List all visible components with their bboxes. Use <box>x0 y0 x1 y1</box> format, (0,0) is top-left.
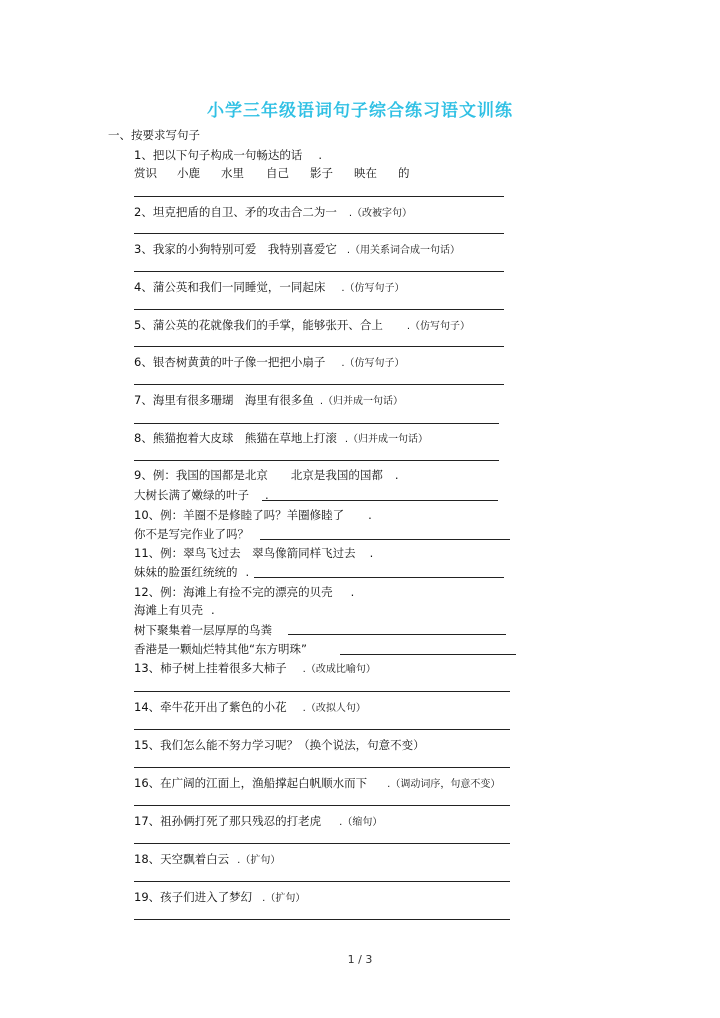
question-9 <box>134 468 398 482</box>
question-8-text: 8、熊猫抱着大皮球 熊猫在草地上打滚 <box>134 431 337 445</box>
question-11-text: 11、例：翠鸟飞过去 翠鸟像箭同样飞过去 <box>134 546 356 560</box>
question-7-text: 7、海里有很多珊瑚 海里有很多鱼 <box>134 393 314 407</box>
question-16 <box>134 776 500 792</box>
question-8 <box>134 431 428 447</box>
question-11-sub-text: 妹妹的脸蛋红统统的 <box>134 565 238 579</box>
question-13-note: .（改成比喻句） <box>302 664 376 675</box>
question-7 <box>134 393 403 409</box>
answer-line-4[interactable] <box>134 309 504 310</box>
question-19 <box>134 890 305 906</box>
answer-line-9[interactable] <box>262 500 498 501</box>
question-12-sub-1-text: 海滩上有贝壳 <box>134 603 203 617</box>
answer-line-12b[interactable] <box>340 654 516 655</box>
question-12-sub-2: 树下聚集着一层厚厚的鸟粪 <box>134 623 272 637</box>
question-17-text: 17、祖孙俩打死了那只残忍的打老虎 <box>134 814 322 828</box>
answer-line-1[interactable] <box>134 196 504 197</box>
question-5-text: 5、蒲公英的花就像我们的手掌，能够张开、合上 <box>134 318 383 332</box>
question-1 <box>134 148 322 162</box>
question-18-note: .（扩句） <box>237 855 281 866</box>
question-10-tail: . <box>368 508 372 522</box>
answer-line-7[interactable] <box>134 423 499 424</box>
question-15-text: 15、我们怎么能不努力学习呢？（换个说法，句意不变） <box>134 738 425 752</box>
question-19-text: 19、孩子们进入了梦幻 <box>134 890 253 904</box>
answer-line-15[interactable] <box>134 767 510 768</box>
question-17 <box>134 814 382 830</box>
answer-line-13[interactable] <box>134 691 510 692</box>
question-1-text: 1、把以下句子构成一句畅达的话 <box>134 148 303 162</box>
q1-word-7: 的 <box>398 166 410 180</box>
question-6 <box>134 355 405 371</box>
answer-line-18[interactable] <box>134 881 510 882</box>
question-19-note: .（扩句） <box>262 893 306 904</box>
answer-line-3[interactable] <box>134 271 504 272</box>
question-3 <box>134 242 460 258</box>
q1-word-3: 水里 <box>221 166 244 180</box>
question-18 <box>134 852 280 868</box>
answer-line-10[interactable] <box>260 539 510 540</box>
question-9-text: 9、例：我国的国都是北京 北京是我国的国都 <box>134 468 383 482</box>
answer-line-17[interactable] <box>134 843 510 844</box>
answer-line-5[interactable] <box>134 346 504 347</box>
question-5 <box>134 318 470 334</box>
question-14-text: 14、牵牛花开出了紫色的小花 <box>134 700 287 714</box>
question-11-sub <box>134 565 249 579</box>
question-11 <box>134 546 373 560</box>
question-12-sub-1 <box>134 603 215 617</box>
question-13-text: 13、柿子树上挂着很多大柿子 <box>134 661 287 675</box>
question-6-text: 6、银杏树黄黄的叶子像一把把小扇子 <box>134 355 326 369</box>
question-9-tail: . <box>394 468 399 482</box>
question-12-text: 12、例：海滩上有捡不完的漂亮的贝壳 <box>134 585 333 599</box>
q1-word-6: 映在 <box>354 166 377 180</box>
answer-line-12a[interactable] <box>288 634 506 635</box>
page-number: 1 / 3 <box>347 953 373 966</box>
question-7-note: .（归并成一句话） <box>319 396 404 407</box>
question-6-note: .（仿写句子） <box>341 358 405 369</box>
question-12-tail: . <box>350 585 355 599</box>
question-12-sub-1-tail: . <box>211 603 215 617</box>
question-9-sub <box>134 488 269 502</box>
question-11-sub-tail: . <box>245 565 250 579</box>
question-10 <box>134 508 372 522</box>
question-2 <box>134 205 412 221</box>
question-14-note: .（改拟人句） <box>302 703 366 714</box>
q1-word-2: 小鹿 <box>177 166 200 180</box>
question-9-sub-tail: . <box>265 488 269 502</box>
answer-line-16[interactable] <box>134 805 510 806</box>
answer-line-2[interactable] <box>134 233 504 234</box>
answer-line-6[interactable] <box>134 384 504 385</box>
question-4-text: 4、蒲公英和我们一同睡觉，一同起床 <box>134 280 326 294</box>
question-10-text: 10、例：羊圈不是修睦了吗？羊圈修睦了 <box>134 508 345 522</box>
page-title: 小学三年级语词句子综合练习语文训练 <box>207 101 513 121</box>
question-1-tail: . <box>318 148 322 162</box>
question-12-sub-3: 香港是一颗灿烂特其他“东方明珠” <box>134 642 307 656</box>
question-4-note: .（仿写句子） <box>341 283 405 294</box>
question-10-sub: 你不是写完作业了吗？ <box>134 527 249 541</box>
question-17-note: .（缩句） <box>339 817 383 828</box>
q1-word-5: 影子 <box>310 166 333 180</box>
question-4 <box>134 280 405 296</box>
section-heading: 一、按要求写句子 <box>108 128 200 142</box>
question-11-tail: . <box>369 546 374 560</box>
question-15 <box>134 738 425 752</box>
answer-line-11[interactable] <box>254 577 504 578</box>
q1-word-4: 自己 <box>266 166 289 180</box>
question-14 <box>134 700 366 716</box>
question-9-sub-text: 大树长满了嫩绿的叶子 <box>134 488 249 502</box>
question-12 <box>134 585 354 599</box>
question-3-text: 3、我家的小狗特别可爱 我特别喜爱它 <box>134 242 337 256</box>
question-18-text: 18、天空飘着白云 <box>134 852 230 866</box>
question-13 <box>134 661 376 677</box>
question-16-text: 16、在广阔的江面上，渔船撑起白帆顺水而下 <box>134 776 368 790</box>
question-5-note: .（仿写句子） <box>406 321 471 332</box>
question-2-note: .（改被字句） <box>348 208 413 219</box>
question-8-note: .（归并成一句话） <box>344 434 429 445</box>
question-16-note: .（调动词序，句意不变） <box>387 779 501 790</box>
question-2-text: 2、坦克把盾的自卫、矛的攻击合二为一 <box>134 205 337 219</box>
question-3-note: .（用关系词合成一句话） <box>346 245 461 256</box>
q1-word-1: 赏识 <box>134 166 157 180</box>
answer-line-8[interactable] <box>134 460 499 461</box>
answer-line-14[interactable] <box>134 729 510 730</box>
answer-line-19[interactable] <box>134 919 510 920</box>
